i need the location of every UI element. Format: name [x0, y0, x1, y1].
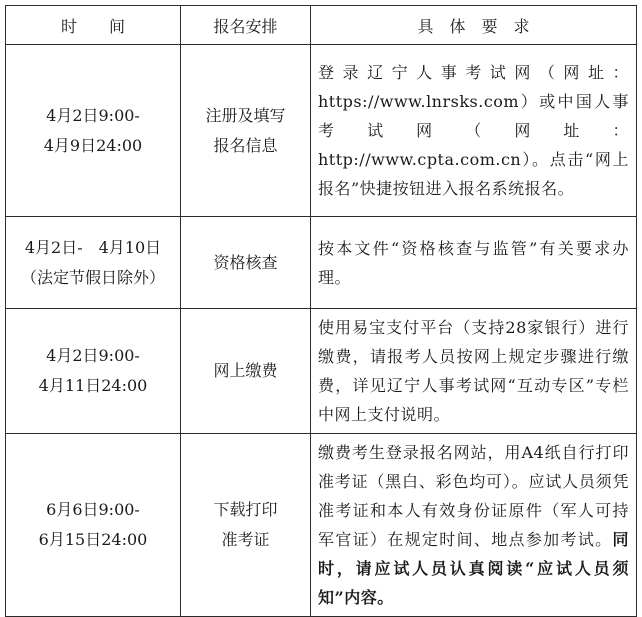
table-row-registration	[6, 45, 637, 217]
requirement-cell	[311, 45, 637, 217]
arrangement-line: 注册及填写	[205, 105, 286, 125]
table-row-payment	[6, 309, 637, 434]
header-arrangement: 报名安排	[181, 6, 311, 45]
time-cell	[6, 434, 181, 617]
arrangement-line: 资格核查	[213, 252, 278, 272]
arrangement-cell	[181, 217, 311, 309]
table-header-row	[6, 6, 637, 45]
requirement-cell	[311, 434, 637, 617]
arrangement-cell	[181, 434, 311, 617]
time-line: 4月2日9:00-	[46, 346, 140, 365]
arrangement-cell	[181, 45, 311, 217]
time-cell	[6, 309, 181, 434]
time-line: 4月9日24:00	[43, 135, 143, 155]
time-line: 4月2日- 4月10日	[24, 237, 162, 257]
time-line: 6月15日24:00	[38, 530, 148, 549]
requirement-text: 按本文件“资格核查与监管”有关要求办理。	[318, 238, 629, 287]
time-line: （法定节假日除外）	[20, 267, 165, 287]
arrangement-line: 下载打印	[213, 500, 278, 519]
requirement-text: 缴费考生登录报名网站，用A4纸自行打印准考证（黑白、彩色均可）。应试人员须凭准考证和本人有效身份证原件（军人可持军官证）在规定时间、地点参加考试。	[318, 443, 629, 549]
requirement-text: 使用易宝支付平台（支持28家银行）进行缴费，请报考人员按网上规定步骤进行缴费，详见辽宁人事考试网“互动专区”专栏中网上支付说明。	[318, 318, 629, 424]
arrangement-line: 准考证	[221, 530, 270, 549]
arrangement-line: 网上缴费	[213, 361, 278, 380]
time-line: 6月6日9:00-	[46, 500, 140, 519]
requirement-bold-notice: 同时，请应试人员认真阅读“应试人员须知”内容。	[318, 530, 629, 607]
arrangement-cell	[181, 309, 311, 434]
table-row-qualification	[6, 217, 637, 309]
table-row-admission-ticket	[6, 434, 637, 617]
requirement-cell	[311, 217, 637, 309]
requirement-cell	[311, 309, 637, 434]
arrangement-line: 报名信息	[213, 135, 278, 155]
time-cell	[6, 217, 181, 309]
time-cell	[6, 45, 181, 217]
time-line: 4月11日24:00	[38, 376, 148, 395]
header-time: 时 间	[6, 6, 181, 45]
requirement-text: 登录辽宁人事考试网（网址：https://www.lnrsks.com）或中国人事考试网（网址：http://www.cpta.com.cn）。点击“网上报名”快捷按钮进入报名系统报名。	[318, 63, 629, 198]
exam-schedule-table	[5, 5, 637, 617]
header-requirements: 具 体 要 求	[311, 6, 637, 45]
time-line: 4月2日9:00-	[46, 105, 140, 125]
